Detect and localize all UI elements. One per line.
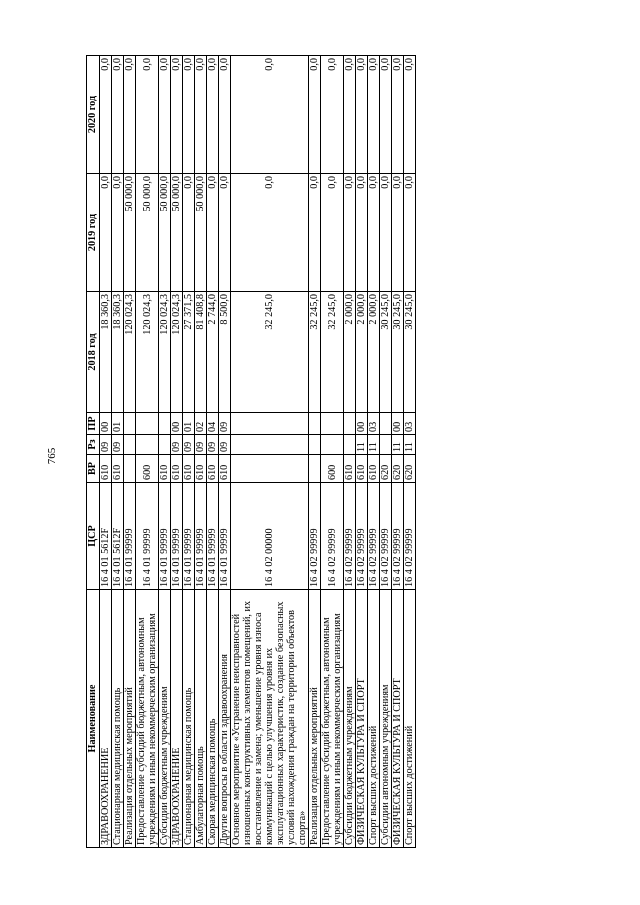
row-2020-cell: 0,0 (380, 56, 392, 174)
row-pr-cell: 00 (392, 413, 404, 435)
row-name-cell: Другие вопросы в области здравоохранения (219, 590, 231, 848)
row-rz-cell (309, 435, 321, 455)
row-2018-cell: 2 000,0 (356, 292, 368, 413)
row-csr-cell: 16 4 01 99999 (171, 483, 183, 590)
row-name-cell: Субсидии автономным учреждениям (380, 590, 392, 848)
row-name-cell: Предоставление субсидий бюджетным, автономным учреждениям и иным некоммерческим организациям (136, 590, 159, 848)
row-vr-cell: 600 (136, 455, 159, 483)
row-2019-cell: 0,0 (368, 174, 380, 292)
row-2019-cell: 0,0 (321, 174, 344, 292)
row-rz-cell (136, 435, 159, 455)
row-vr-cell: 620 (404, 455, 416, 483)
row-rz-cell: 11 (356, 435, 368, 455)
row-vr-cell: 610 (207, 455, 219, 483)
row-2018-cell: 120 024,3 (136, 292, 159, 413)
table-row (195, 56, 207, 848)
row-vr-cell: 610 (219, 455, 231, 483)
row-pr-cell: 03 (404, 413, 416, 435)
table-row (171, 56, 183, 848)
header-name: Наименование (87, 590, 100, 848)
table-row (112, 56, 124, 848)
row-rz-cell: 09 (183, 435, 195, 455)
row-2019-cell: 0,0 (207, 174, 219, 292)
row-rz-cell (344, 435, 356, 455)
header-vr: ВР (87, 455, 100, 483)
row-rz-cell: 09 (171, 435, 183, 455)
row-2019-cell: 50 000,0 (124, 174, 136, 292)
row-pr-cell (159, 413, 171, 435)
row-pr-cell: 03 (368, 413, 380, 435)
row-vr-cell: 610 (171, 455, 183, 483)
budget-table (86, 55, 416, 848)
row-name-cell: Реализация отдельных мероприятий (309, 590, 321, 848)
row-pr-cell: 00 (171, 413, 183, 435)
page-number: 765 (46, 447, 58, 465)
row-pr-cell (309, 413, 321, 435)
row-2018-cell: 81 408,8 (195, 292, 207, 413)
row-2019-cell: 0,0 (392, 174, 404, 292)
row-vr-cell: 610 (159, 455, 171, 483)
row-2018-cell: 120 024,3 (171, 292, 183, 413)
row-vr-cell: 610 (100, 455, 112, 483)
row-2018-cell: 32 245,0 (321, 292, 344, 413)
row-csr-cell: 16 4 02 99999 (380, 483, 392, 590)
row-pr-cell (136, 413, 159, 435)
row-name-cell: Спорт высших достижений (368, 590, 380, 848)
row-name-cell: ЗДРАВООХРАНЕНИЕ (171, 590, 183, 848)
row-rz-cell (159, 435, 171, 455)
row-pr-cell: 01 (183, 413, 195, 435)
row-2020-cell: 0,0 (368, 56, 380, 174)
table-row (183, 56, 195, 848)
row-pr-cell (344, 413, 356, 435)
table-row (380, 56, 392, 848)
row-name-cell: ЗДРАВООХРАНЕНИЕ (100, 590, 112, 848)
row-2020-cell: 0,0 (124, 56, 136, 174)
row-csr-cell: 16 4 01 99999 (183, 483, 195, 590)
row-2020-cell: 0,0 (183, 56, 195, 174)
row-2018-cell: 2 744,0 (207, 292, 219, 413)
row-vr-cell (231, 455, 309, 483)
row-2019-cell: 50 000,0 (195, 174, 207, 292)
row-csr-cell: 16 4 02 99999 (321, 483, 344, 590)
row-2019-cell: 0,0 (112, 174, 124, 292)
row-rz-cell: 09 (207, 435, 219, 455)
row-vr-cell: 610 (344, 455, 356, 483)
row-rz-cell (124, 435, 136, 455)
row-vr-cell: 610 (195, 455, 207, 483)
table-row (321, 56, 344, 848)
row-csr-cell: 16 4 02 99999 (309, 483, 321, 590)
table-row (159, 56, 171, 848)
row-vr-cell (124, 455, 136, 483)
row-2020-cell: 0,0 (171, 56, 183, 174)
row-2018-cell: 120 024,3 (159, 292, 171, 413)
row-2019-cell: 0,0 (231, 174, 309, 292)
row-name-cell: Субсидии бюджетным учреждениям (344, 590, 356, 848)
row-csr-cell: 16 4 01 5612F (112, 483, 124, 590)
row-rz-cell: 09 (195, 435, 207, 455)
row-2019-cell: 0,0 (404, 174, 416, 292)
row-csr-cell: 16 4 01 99999 (195, 483, 207, 590)
table-row (344, 56, 356, 848)
table-row (309, 56, 321, 848)
row-2019-cell: 50 000,0 (171, 174, 183, 292)
table-row (207, 56, 219, 848)
row-csr-cell: 16 4 02 99999 (356, 483, 368, 590)
row-2019-cell: 0,0 (219, 174, 231, 292)
row-2019-cell: 0,0 (356, 174, 368, 292)
row-pr-cell (321, 413, 344, 435)
row-name-cell: Стационарная медицинская помощь (112, 590, 124, 848)
table-row (368, 56, 380, 848)
row-csr-cell: 16 4 01 99999 (207, 483, 219, 590)
row-2019-cell: 0,0 (100, 174, 112, 292)
table-row (136, 56, 159, 848)
row-2018-cell: 18 360,3 (112, 292, 124, 413)
row-2019-cell: 50 000,0 (136, 174, 159, 292)
table-body (100, 56, 416, 848)
table-row (124, 56, 136, 848)
row-rz-cell: 11 (368, 435, 380, 455)
row-2020-cell: 0,0 (219, 56, 231, 174)
row-rz-cell: 11 (404, 435, 416, 455)
row-2018-cell: 32 245,0 (231, 292, 309, 413)
row-2018-cell: 32 245,0 (309, 292, 321, 413)
row-2020-cell: 0,0 (321, 56, 344, 174)
row-vr-cell: 610 (183, 455, 195, 483)
row-csr-cell: 16 4 01 99999 (219, 483, 231, 590)
row-2020-cell: 0,0 (159, 56, 171, 174)
row-csr-cell: 16 4 01 99999 (159, 483, 171, 590)
row-2018-cell: 120 024,3 (124, 292, 136, 413)
row-vr-cell (309, 455, 321, 483)
table-row (219, 56, 231, 848)
row-2018-cell: 30 245,0 (392, 292, 404, 413)
row-vr-cell: 610 (368, 455, 380, 483)
row-rz-cell: 11 (392, 435, 404, 455)
row-name-cell: Реализация отдельных мероприятий (124, 590, 136, 848)
row-vr-cell: 610 (356, 455, 368, 483)
table-row (404, 56, 416, 848)
table-row (356, 56, 368, 848)
header-2020: 2020 год (87, 56, 100, 174)
row-2018-cell: 2 000,0 (368, 292, 380, 413)
row-2020-cell: 0,0 (392, 56, 404, 174)
header-pr: ПР (87, 413, 100, 435)
row-pr-cell (231, 413, 309, 435)
row-2020-cell: 0,0 (136, 56, 159, 174)
row-2018-cell: 27 371,5 (183, 292, 195, 413)
table-row (100, 56, 112, 848)
row-2020-cell: 0,0 (231, 56, 309, 174)
header-2019: 2019 год (87, 174, 100, 292)
row-name-cell: ФИЗИЧЕСКАЯ КУЛЬТУРА И СПОРТ (392, 590, 404, 848)
row-rz-cell: 09 (219, 435, 231, 455)
row-csr-cell: 16 4 01 5612F (100, 483, 112, 590)
row-rz-cell (231, 435, 309, 455)
row-rz-cell: 09 (112, 435, 124, 455)
row-2019-cell: 50 000,0 (159, 174, 171, 292)
row-csr-cell: 16 4 02 99999 (404, 483, 416, 590)
row-2019-cell: 0,0 (183, 174, 195, 292)
row-pr-cell: 09 (219, 413, 231, 435)
row-vr-cell: 620 (380, 455, 392, 483)
row-2020-cell: 0,0 (344, 56, 356, 174)
row-2020-cell: 0,0 (112, 56, 124, 174)
table-row (392, 56, 404, 848)
row-2018-cell: 8 500,0 (219, 292, 231, 413)
row-vr-cell: 610 (112, 455, 124, 483)
row-2020-cell: 0,0 (100, 56, 112, 174)
row-rz-cell (380, 435, 392, 455)
row-csr-cell: 16 4 02 99999 (368, 483, 380, 590)
row-vr-cell: 600 (321, 455, 344, 483)
budget-table-container (86, 56, 508, 848)
row-name-cell: Спорт высших достижений (404, 590, 416, 848)
row-csr-cell: 16 4 02 99999 (344, 483, 356, 590)
row-name-cell: Скорая медицинская помощь (207, 590, 219, 848)
row-2019-cell: 0,0 (344, 174, 356, 292)
row-pr-cell: 02 (195, 413, 207, 435)
row-2019-cell: 0,0 (380, 174, 392, 292)
row-2020-cell: 0,0 (404, 56, 416, 174)
row-rz-cell: 09 (100, 435, 112, 455)
row-2020-cell: 0,0 (207, 56, 219, 174)
row-2020-cell: 0,0 (309, 56, 321, 174)
row-csr-cell: 16 4 02 99999 (392, 483, 404, 590)
row-pr-cell: 00 (100, 413, 112, 435)
row-2018-cell: 18 360,3 (100, 292, 112, 413)
row-csr-cell: 16 4 01 99999 (124, 483, 136, 590)
row-2020-cell: 0,0 (195, 56, 207, 174)
header-csr: ЦСР (87, 483, 100, 590)
row-pr-cell (124, 413, 136, 435)
row-2018-cell: 30 245,0 (380, 292, 392, 413)
row-name-cell: Основное мероприятие «Устранение неисправностей изношенных конструктивных элементов помещений, их восстановление и замена; уменьшение уровня износа коммуникаций с целью улучшения уровня их эксплуатационных характеристик, создание безопасных условий нахождения граждан на территории объектов спорта» (231, 590, 309, 848)
row-name-cell: Стационарная медицинская помощь (183, 590, 195, 848)
row-name-cell: Субсидии бюджетным учреждениям (159, 590, 171, 848)
row-pr-cell: 01 (112, 413, 124, 435)
header-rz: Рз (87, 435, 100, 455)
header-2018: 2018 год (87, 292, 100, 413)
row-csr-cell: 16 4 02 00000 (231, 483, 309, 590)
row-csr-cell: 16 4 01 99999 (136, 483, 159, 590)
row-2019-cell: 0,0 (309, 174, 321, 292)
row-2020-cell: 0,0 (356, 56, 368, 174)
row-rz-cell (321, 435, 344, 455)
row-2018-cell: 2 000,0 (344, 292, 356, 413)
row-pr-cell: 00 (356, 413, 368, 435)
row-2018-cell: 30 245,0 (404, 292, 416, 413)
row-pr-cell: 04 (207, 413, 219, 435)
row-name-cell: ФИЗИЧЕСКАЯ КУЛЬТУРА И СПОРТ (356, 590, 368, 848)
table-header-row (87, 56, 100, 848)
row-pr-cell (380, 413, 392, 435)
row-name-cell: Предоставление субсидий бюджетным, автономным учреждениям и иным некоммерческим организациям (321, 590, 344, 848)
row-name-cell: Амбулаторная помощь (195, 590, 207, 848)
row-vr-cell: 620 (392, 455, 404, 483)
table-row (231, 56, 309, 848)
